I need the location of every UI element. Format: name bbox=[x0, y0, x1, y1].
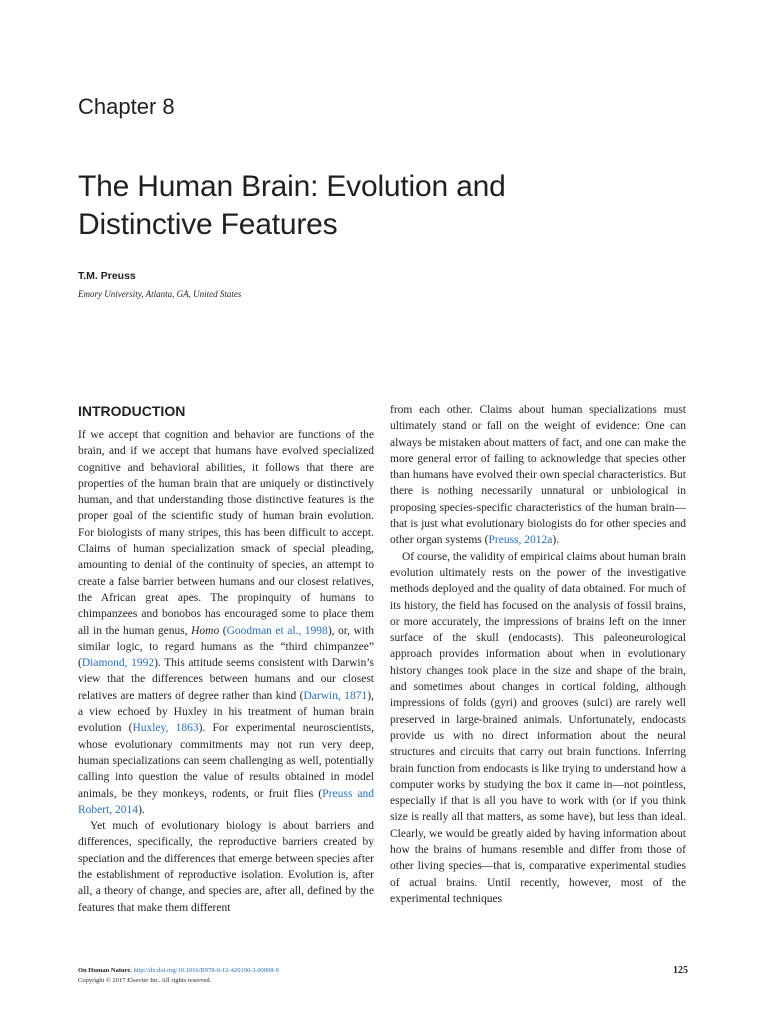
author-affiliation: Emory University, Atlanta, GA, United States bbox=[78, 289, 242, 299]
chapter-title bbox=[78, 168, 698, 244]
footer-copyright: Copyright © 2017 Elsevier Inc. All rights reserved. bbox=[78, 977, 212, 984]
citation-link[interactable]: Huxley, 1863 bbox=[132, 722, 199, 735]
citation-link[interactable]: Goodman et al., 1998 bbox=[226, 624, 328, 637]
paragraph-2: Yet much of evolutionary biology is about barriers and differences, specifically, the reproductive barriers created by speciation and the differences that emerge between species after the establishment of reproductive isolation. Evolution is, after all, a theory of change, and species are, after all, defined by the features that make them different bbox=[78, 820, 374, 914]
chapter-title-line-2: Distinctive Features bbox=[78, 208, 338, 241]
chapter-title-line-1: The Human Brain: Evolution and bbox=[78, 170, 506, 203]
text-run: ). This attitude seems consistent with Darwin’s view that the differences between humans and our closest relatives are matters of degree rather than kind ( bbox=[78, 657, 374, 702]
section-heading: INTRODUCTION bbox=[78, 403, 186, 419]
doi-link[interactable]: http://dx.doi.org/10.1016/B978-0-12-420190-3.00008-9 bbox=[133, 967, 279, 974]
text-run: from each other. Claims about human specializations must ultimately stand or fall on the weight of evidence: One can always be mistaken about matters of fact, and one can make the more general error of failing to acknowledge that species other than humans have evolved their own special characteristics. But there is nothing necessarily unnatural or unbiological in proposing species-specific characteristics of the human brain—that is just what evolutionary biologists do for other species and other organ systems ( bbox=[390, 404, 686, 547]
left-column bbox=[78, 402, 374, 916]
paragraph-1 bbox=[78, 427, 374, 818]
citation-link[interactable]: Diamond, 1992 bbox=[81, 657, 155, 670]
page-number: 125 bbox=[673, 965, 688, 976]
text-run: If we accept that cognition and behavior are functions of the brain, and if we accept that humans have evolved specialized cognitive and behavioral abilities, it follows that there are properties of the human brain that are uniquely or distinctively human, and that understanding those distinctive features is the proper goal of the scientific study of human brain evolution. For biologists of many stripes, this has been difficult to accept. Claims of human specialization smack of special pleading, amounting to denial of the continuity of species, an attempt to create a false barrier between humans and our closest relatives, the African great apes. The propinquity of humans to chimpanzees and bonobos has encouraged some to place them all in the human genus, bbox=[78, 429, 374, 637]
text-run: ). bbox=[552, 534, 560, 547]
citation-link[interactable]: Darwin, 1871 bbox=[303, 689, 368, 702]
right-column bbox=[390, 402, 686, 907]
citation-link[interactable]: Preuss and Robert, 2014 bbox=[78, 787, 375, 816]
text-run: ), a view echoed by Huxley in his treatment of human brain evolution ( bbox=[78, 689, 374, 735]
paragraph-4: Of course, the validity of empirical claims about human brain evolution ultimately rests on the power of the investigative methods deployed and the quality of data obtained. For much of its history, the field has focused on the analysis of fossil brains, or more accurately, the impressions of brains left on the inner surface of the skull (endocasts). This paleoneurological approach provides information about when in evolutionary history changes took place in the size and shape of the brain, and sometimes about changes in cortical folding, although impressions of folds (gyri) and grooves (sulci) are rarely well preserved in large-brained animals. Unfortunately, endocasts provide us with no direct information about the neural structures and circuits that carry out brain functions. Inferring brain function from endocasts is like trying to understand how a computer works by studying the box it came in—not pointless, especially if that is all you have to work with (or if you think size is really all that matters, as some have), but less than ideal. Clearly, we would be greatly aided by having information about how the brains of humans resemble and differ from those of other living species—that is, comparative experimental studies of actual brains. Until recently, however, most of the experimental techniques bbox=[390, 550, 686, 905]
genus-name: Homo bbox=[191, 624, 220, 637]
footer-citation bbox=[78, 966, 279, 986]
footer-journal: On Human Nature. bbox=[78, 967, 132, 974]
text-run: ). bbox=[138, 803, 145, 816]
text-run: ( bbox=[219, 624, 227, 637]
chapter-label: Chapter 8 bbox=[78, 94, 175, 119]
author-name: T.M. Preuss bbox=[78, 270, 136, 282]
text-run: ), or, with similar logic, to regard humans as the “third chimpanzee” ( bbox=[78, 624, 374, 670]
paragraph-3 bbox=[390, 402, 686, 549]
text-run: ). For experimental neuroscientists, whose evolutionary commitments may not run very deep, human specializations can seem challenging as well, potentially calling into question the value of results obtained in model animals, be they monkeys, rodents, or fruit flies ( bbox=[78, 722, 375, 800]
citation-link[interactable]: Preuss, 2012a bbox=[488, 534, 553, 547]
